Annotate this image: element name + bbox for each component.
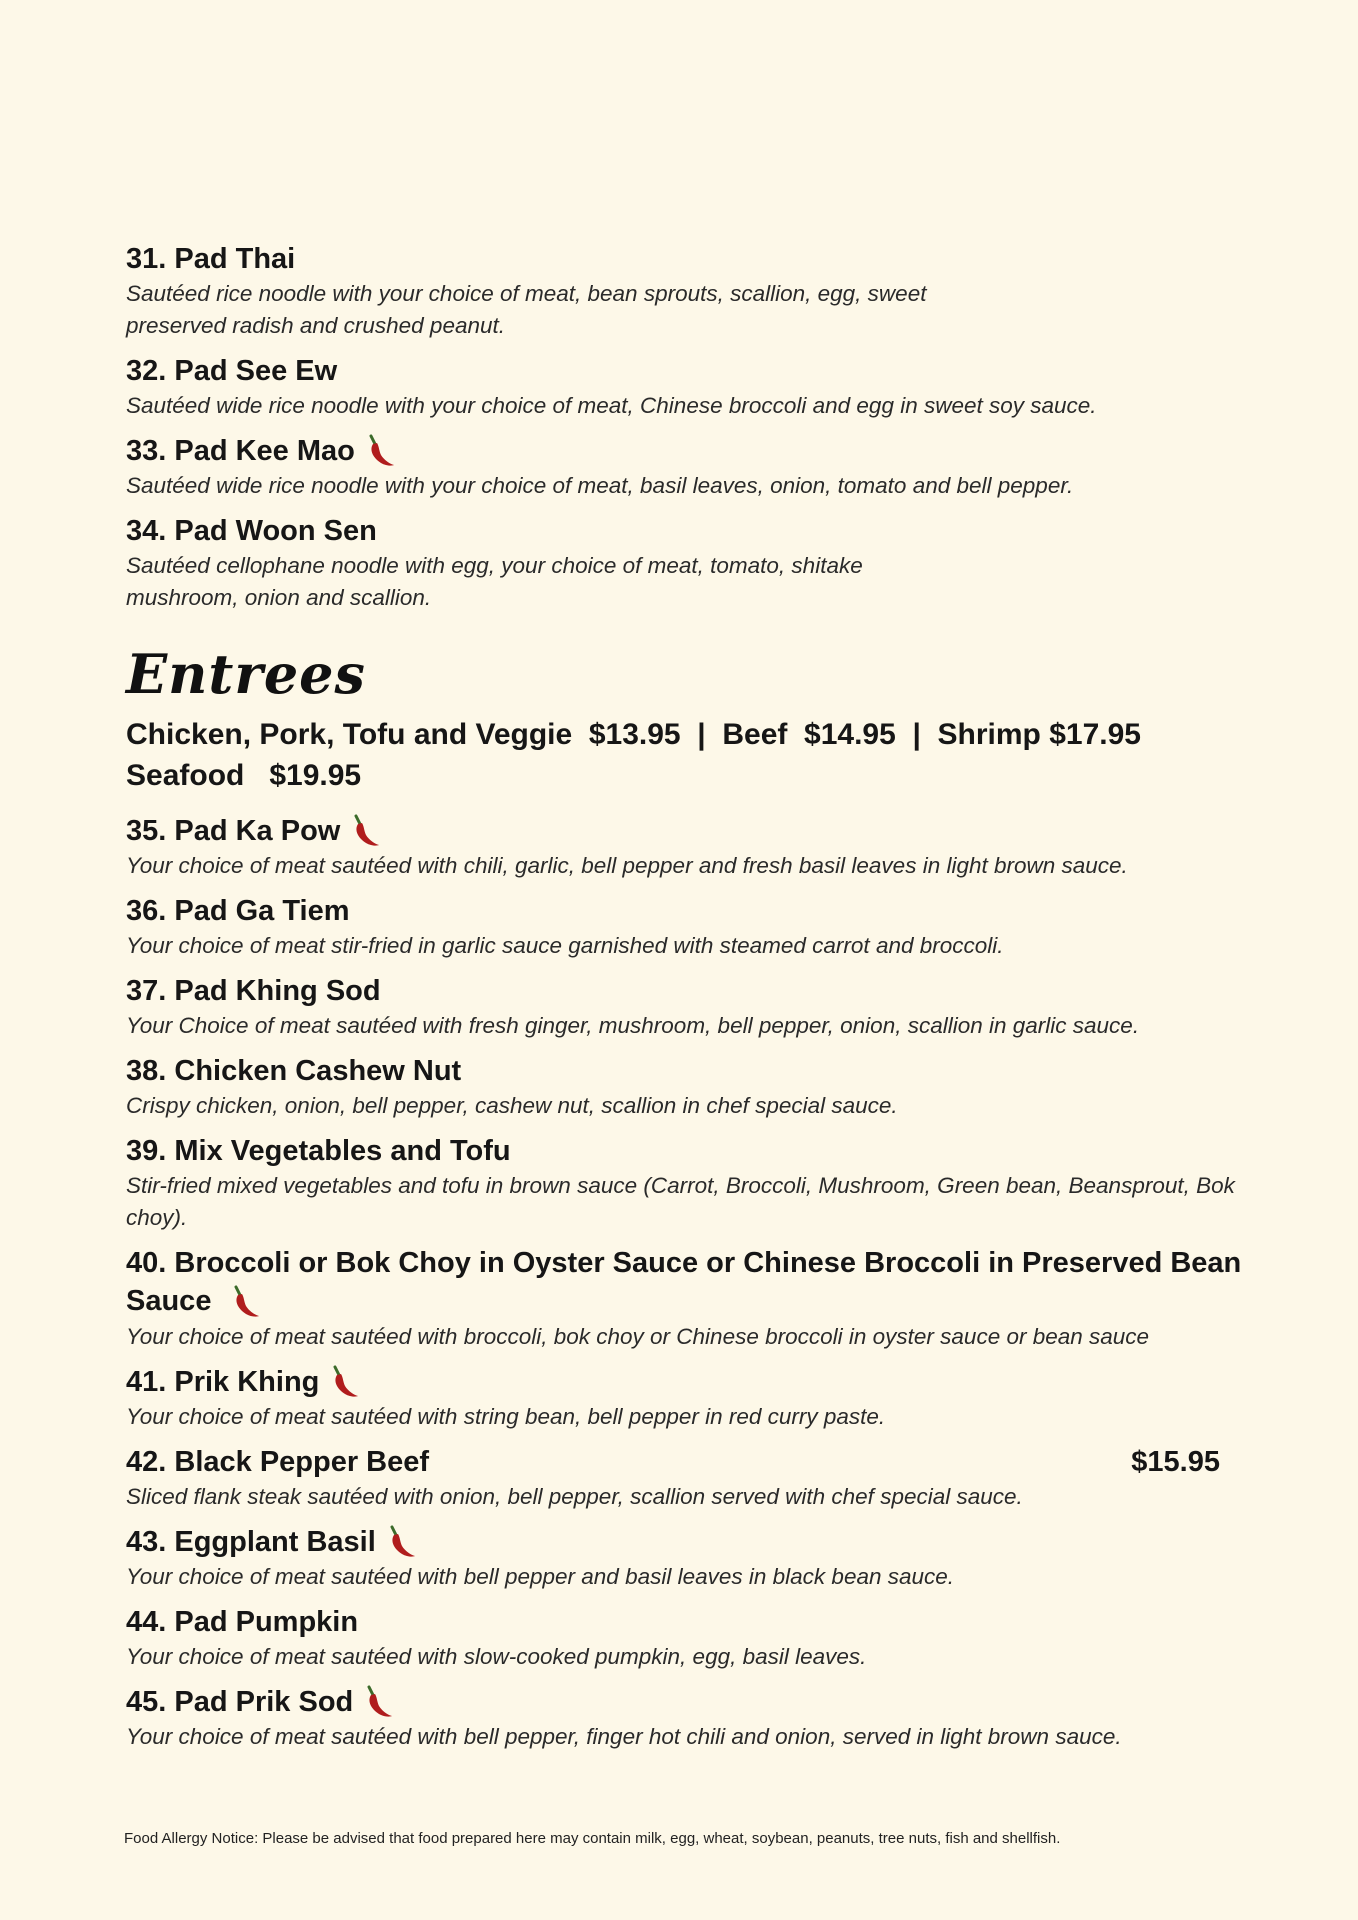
menu-item-title [126, 1603, 1266, 1641]
menu-item-name: 33. Pad Kee Mao [126, 435, 355, 467]
menu-item-title [126, 812, 1266, 850]
menu-item-title [126, 1244, 1266, 1321]
menu-page [126, 240, 1266, 1763]
chili-pepper-icon [228, 1283, 262, 1321]
menu-item-description: Sautéed cellophane noodle with egg, your choice of meat, tomato, shitake mushroom, onion and scallion. [126, 553, 863, 610]
menu-item [126, 972, 1266, 1042]
menu-item-description: Your choice of meat stir-fried in garlic sauce garnished with steamed carrot and broccoli. [126, 933, 1004, 958]
price-line: Chicken, Pork, Tofu and Veggie $13.95 | Beef $14.95 | Shrimp $17.95 [126, 718, 1141, 751]
menu-item-title [126, 512, 1266, 550]
menu-item [126, 432, 1266, 502]
menu-item-name: 40. Broccoli or Bok Choy in Oyster Sauce or Chinese Broccoli in Preserved Bean Sauce [126, 1244, 1266, 1321]
chili-pepper-icon [384, 1523, 418, 1561]
menu-item [126, 892, 1266, 962]
menu-item [126, 1603, 1266, 1673]
menu-item-description: Your Choice of meat sautéed with fresh ginger, mushroom, bell pepper, onion, scallion in garlic sauce. [126, 1013, 1140, 1038]
menu-item-description: Sautéed wide rice noodle with your choice of meat, Chinese broccoli and egg in sweet soy sauce. [126, 393, 1097, 418]
menu-item-description: Stir-fried mixed vegetables and tofu in brown sauce (Carrot, Broccoli, Mushroom, Green bean, Beansprout, Bok choy). [126, 1173, 1235, 1230]
menu-item-description: Your choice of meat sautéed with chili, garlic, bell pepper and fresh basil leaves in light brown sauce. [126, 853, 1128, 878]
menu-item [126, 352, 1266, 422]
chili-pepper-icon [361, 1683, 395, 1721]
menu-item-description: Sautéed wide rice noodle with your choice of meat, basil leaves, onion, tomato and bell pepper. [126, 473, 1074, 498]
menu-item-name: 32. Pad See Ew [126, 355, 338, 387]
menu-item-title [126, 240, 1266, 278]
menu-item-name: 36. Pad Ga Tiem [126, 895, 350, 927]
menu-item-description: Sautéed rice noodle with your choice of meat, bean sprouts, scallion, egg, sweet preserved radish and crushed peanut. [126, 281, 927, 338]
menu-item-name: 34. Pad Woon Sen [126, 515, 377, 547]
menu-item [126, 1052, 1266, 1122]
menu-item [126, 812, 1266, 882]
menu-item-title [126, 352, 1266, 390]
menu-item-name: 45. Pad Prik Sod [126, 1686, 354, 1719]
menu-item-name: 43. Eggplant Basil [126, 1526, 376, 1559]
menu-item-title [126, 1523, 1266, 1561]
menu-item-description: Sliced flank steak sautéed with onion, bell pepper, scallion served with chef special sauce. [126, 1484, 1023, 1510]
menu-item-title [126, 1683, 1266, 1721]
menu-item-name: 44. Pad Pumpkin [126, 1606, 359, 1639]
price-line: Seafood $19.95 [126, 759, 362, 792]
menu-item-description: Your choice of meat sautéed with broccoli, bok choy or Chinese broccoli in oyster sauce or bean sauce [126, 1324, 1150, 1350]
menu-item [126, 1132, 1266, 1234]
menu-item-title [126, 1363, 1266, 1401]
menu-item-name: 42. Black Pepper Beef [126, 1446, 430, 1479]
noodle-list [126, 240, 1266, 614]
menu-item-description: Your choice of meat sautéed with string bean, bell pepper in red curry paste. [126, 1404, 886, 1430]
menu-item-description: Crispy chicken, onion, bell pepper, cashew nut, scallion in chef special sauce. [126, 1093, 898, 1118]
menu-item [126, 1443, 1266, 1513]
chili-pepper-icon [363, 432, 397, 470]
menu-item-title [126, 892, 1266, 930]
menu-item [126, 1683, 1266, 1753]
entree-list [126, 812, 1266, 1753]
menu-item-title [126, 432, 1266, 470]
menu-item-description: Your choice of meat sautéed with bell pepper, finger hot chili and onion, served in light brown sauce. [126, 1724, 1122, 1750]
allergy-notice: Food Allergy Notice: Please be advised that food prepared here may contain milk, egg, wheat, soybean, peanuts, tree nuts, fish and shellfish. [124, 1830, 1061, 1847]
menu-item-title [126, 1132, 1266, 1170]
menu-item-name: 38. Chicken Cashew Nut [126, 1055, 462, 1087]
menu-item-name: 39. Mix Vegetables and Tofu [126, 1135, 511, 1167]
menu-item [126, 512, 1266, 614]
entree-prices [126, 714, 1266, 796]
menu-item [126, 1523, 1266, 1593]
menu-item-title [126, 972, 1266, 1010]
menu-item-price: $15.95 [1131, 1446, 1220, 1479]
menu-item-name: 41. Prik Khing [126, 1366, 320, 1399]
menu-item-name: 31. Pad Thai [126, 243, 296, 275]
menu-item-name: 35. Pad Ka Pow [126, 815, 341, 847]
section-title-entrees: Entrees [126, 642, 366, 706]
menu-item-title [126, 1052, 1266, 1090]
menu-item [126, 240, 1266, 342]
menu-item [126, 1363, 1266, 1433]
menu-item-description: Your choice of meat sautéed with slow-cooked pumpkin, egg, basil leaves. [126, 1644, 867, 1670]
menu-item-name: 37. Pad Khing Sod [126, 975, 381, 1007]
menu-item-title [126, 1443, 1266, 1481]
menu-item-description: Your choice of meat sautéed with bell pepper and basil leaves in black bean sauce. [126, 1564, 955, 1590]
chili-pepper-icon [327, 1363, 361, 1401]
menu-item [126, 1244, 1266, 1353]
chili-pepper-icon [348, 812, 382, 850]
